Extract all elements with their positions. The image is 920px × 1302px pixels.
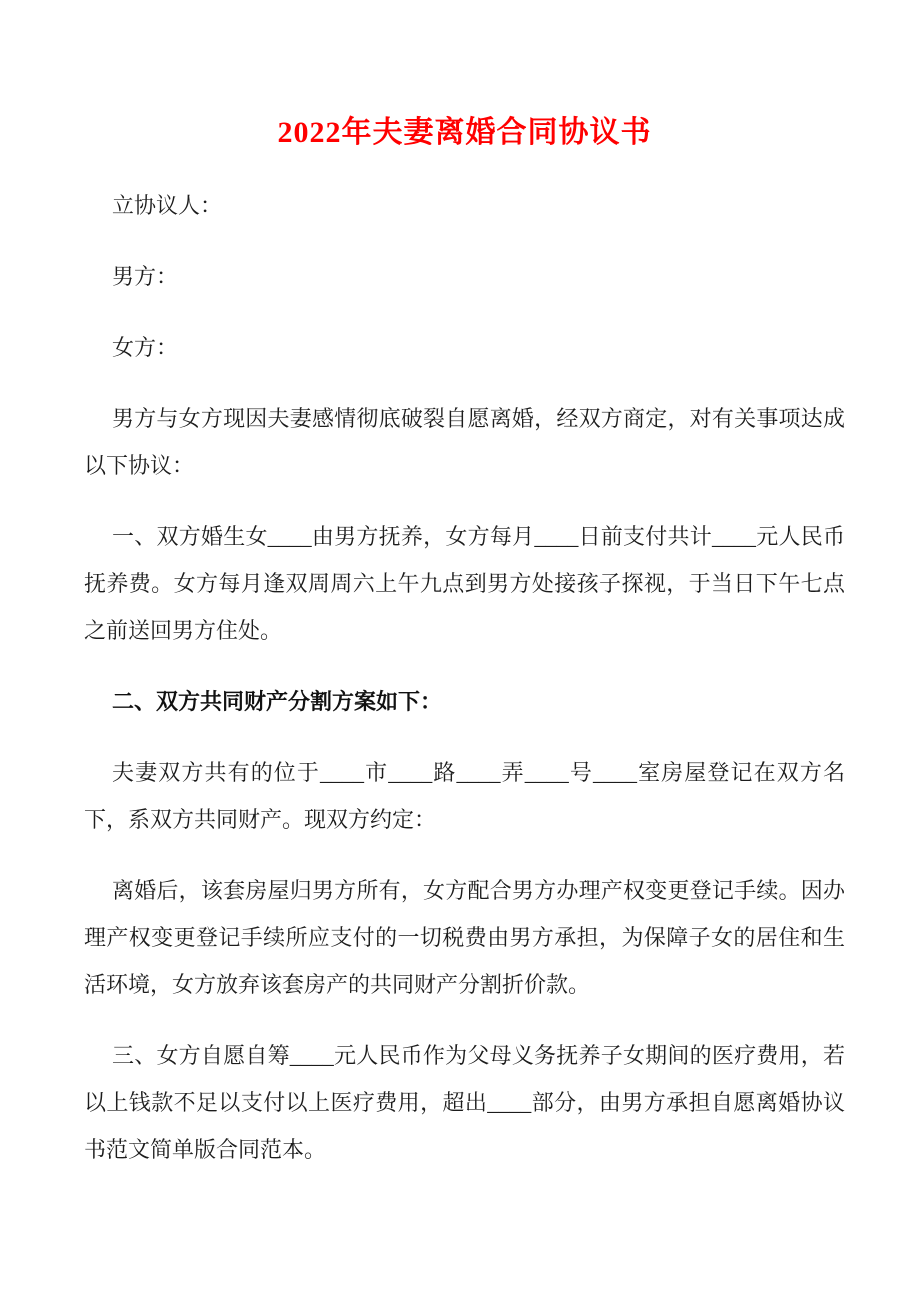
- clause-two-house-location: 夫妻双方共有的位于____市____路____弄____号____室房屋登记在双方名下，系双方共同财产。现双方约定：: [84, 760, 845, 832]
- clause-two-house-arrangement: 离婚后，该套房屋归男方所有，女方配合男方办理产权变更登记手续。因办理产权变更登记手续所应支付的一切税费由男方承担，为保障子女的居住和生活环境，女方放弃该套房产的共同财产分割折价款。: [84, 878, 845, 997]
- paragraph-husband-label: 男方：: [112, 264, 179, 289]
- clause-two-heading: 二、双方共同财产分割方案如下：: [112, 689, 443, 714]
- clause-three-medical-fund: 三、女方自愿自筹____元人民币作为父母义务抚养子女期间的医疗费用，若以上钱款不足以支付以上医疗费用，超出____部分，由男方承担自愿离婚协议书范文简单版合同范本。: [84, 1043, 845, 1162]
- document-title: 2022年夫妻离婚合同协议书: [277, 116, 652, 149]
- paragraph-wife-label: 女方：: [112, 335, 179, 360]
- paragraph-preamble: 男方与女方现因夫妻感情彻底破裂自愿离婚，经双方商定，对有关事项达成以下协议：: [84, 406, 845, 478]
- paragraph-parties-label: 立协议人：: [112, 193, 223, 218]
- clause-one-child-custody: 一、双方婚生女____由男方抚养，女方每月____日前支付共计____元人民币抚养费。女方每月逢双周周六上午九点到男方处接孩子探视，于当日下午七点之前送回男方住处。: [84, 524, 845, 643]
